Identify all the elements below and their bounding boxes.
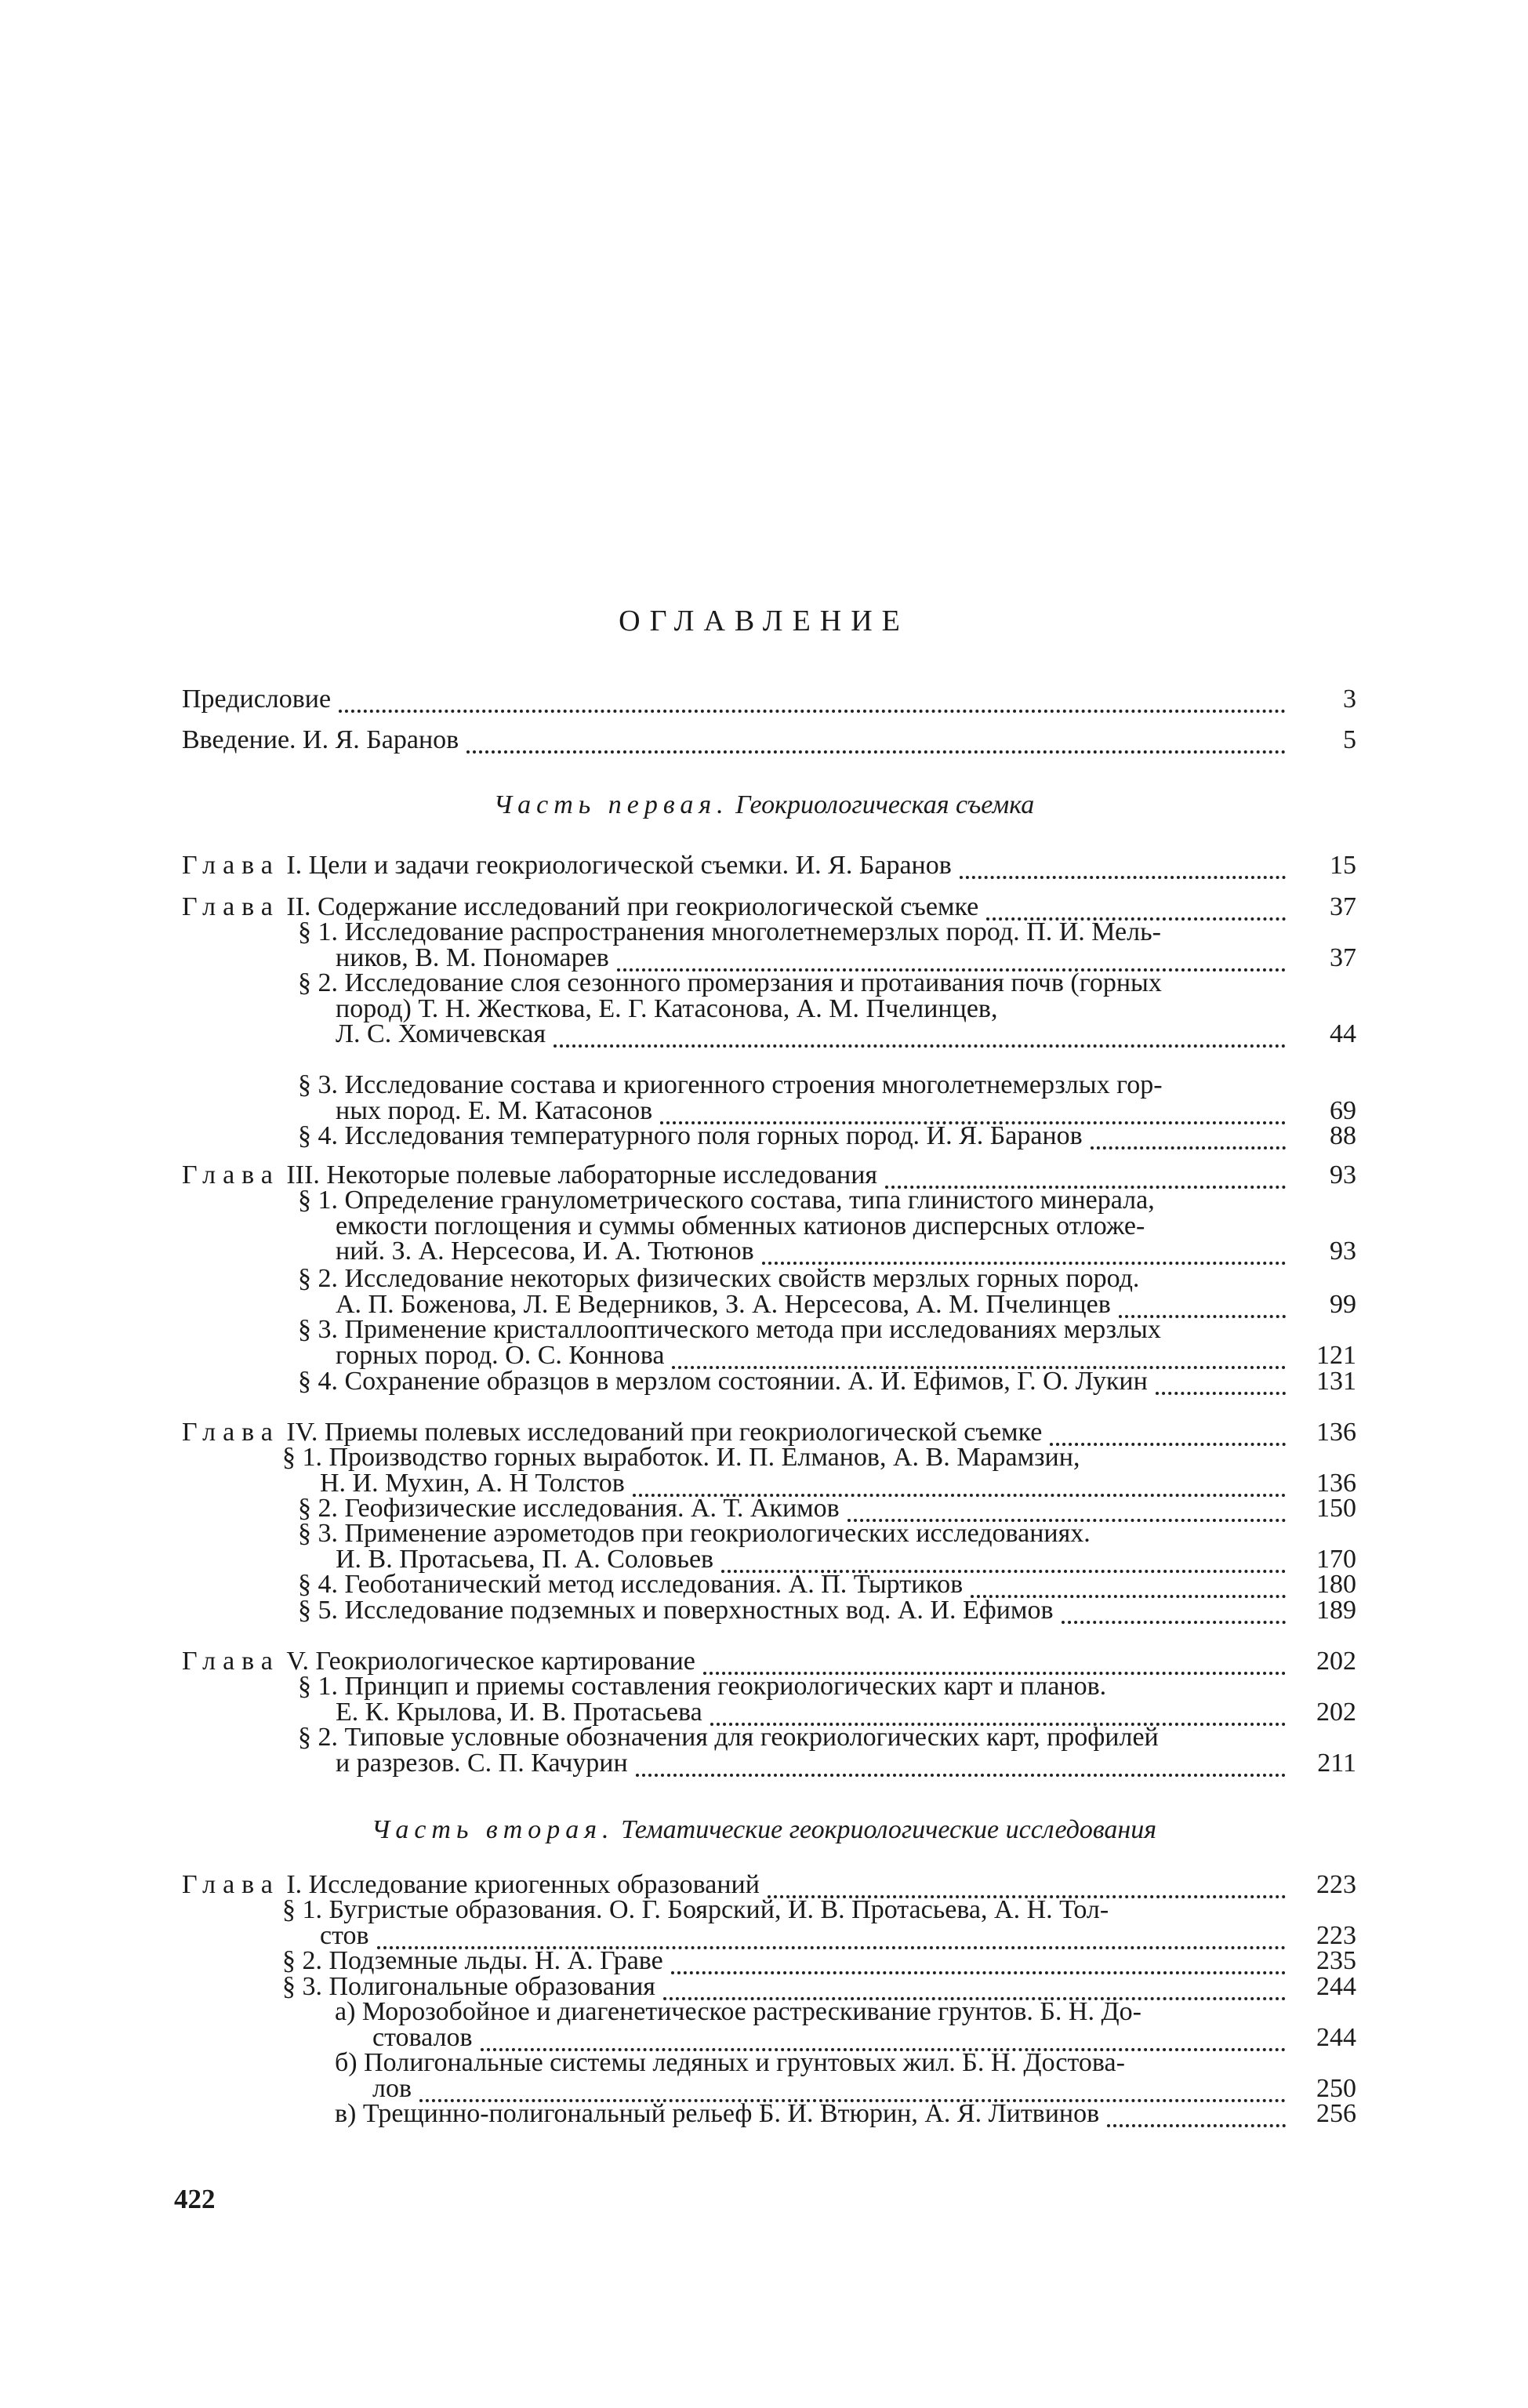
toc-page-number: 136 [1316,1468,1356,1498]
toc-entry [0,725,1528,765]
toc-line-text: III. Некоторые полевые лабораторные исследования [286,1160,878,1189]
toc-line-text: стовалов [372,2022,473,2052]
toc-line-text: емкости поглощения и суммы обменных катионов дисперсных отложе- [336,1211,1145,1240]
toc-line-text: V. Геокриологическое картирование [286,1647,695,1676]
toc-line-text: § 1. Бугристые образования. О. Г. Боярский, И. В. Протасьева, А. Н. Тол- [282,1895,1109,1924]
toc-line-text: § 4. Исследования температурного поля горных пород. И. Я. Баранов [298,1121,1083,1150]
toc-entry-text [298,1596,1054,1625]
toc-line-text: § 5. Исследование подземных и поверхностных вод. А. И. Ефимов [298,1596,1054,1625]
toc-entry [0,1019,1528,1059]
part-one-title: Геокриологическая съемка [735,790,1035,819]
toc-line-text: горных пород. О. С. Коннова [336,1340,665,1370]
toc-entry-text [336,1749,628,1778]
toc-page-number: 250 [1316,2073,1356,2103]
toc-line-text: IV. Приемы полевых исследований при геокриологической съемке [286,1418,1043,1447]
toc-entry-text [336,1019,546,1049]
toc-page-number: 223 [1316,1870,1356,1899]
toc-entry [0,1749,1528,1788]
toc-line-text: А. П. Боженова, Л. Е Ведерников, З. А. Нерсесова, А. М. Пчелинцев [336,1289,1111,1319]
toc-line-text: пород) Т. Н. Жесткова, Е. Г. Катасонова, А. М. Пчелинцев, [336,993,998,1023]
toc-page-number: 93 [1330,1237,1356,1266]
dot-leader [1156,1392,1286,1395]
toc-line-text: § 2. Типовые условные обозначения для геокриологических карт, профилей [298,1723,1159,1752]
toc-line-text: ников, В. М. Пономарев [336,942,609,972]
toc-entry [0,1596,1528,1635]
toc-line-text: ных пород. Е. М. Катасонов [336,1095,653,1125]
toc-line-text: § 2. Подземные льды. Н. А. Граве [282,1946,663,1975]
toc-page-number: 202 [1316,1647,1356,1676]
toc-line-text: I. Исследование криогенных образований [286,1870,760,1899]
toc-line-text: § 1. Определение гранулометрического состава, типа глинистого минерала, [298,1186,1155,1215]
toc-page-number: 3 [1343,685,1356,714]
toc-line-text: § 3. Исследование состава и криогенного строения многолетнемерзлых гор- [298,1070,1163,1099]
toc-page-number: 244 [1316,2022,1356,2052]
chapter-prefix: Глава [182,1870,280,1899]
toc-line-text: а) Морозобойное и диагенетическое растрескивание грунтов. Б. Н. До- [335,1997,1141,2026]
part-two-label: Часть вторая. [371,1815,615,1844]
chapter-prefix: Глава [182,1647,280,1676]
dot-leader [553,1044,1286,1048]
toc-page-number: 131 [1316,1367,1356,1396]
toc-entry-text [298,1367,1148,1396]
dot-leader [1062,1621,1286,1624]
toc-entry-text [336,1341,664,1371]
toc-line-text: в) Трещинно-полигональный рельеф Б. И. Втюрин, А. Я. Литвинов [335,2099,1100,2128]
toc-line-text: § 4. Геоботанический метод исследования. А. П. Тыртиков [298,1570,964,1599]
toc-page-number: 44 [1330,1019,1356,1048]
toc-page-number: 69 [1330,1095,1356,1125]
part-two-heading [0,1815,1528,1845]
toc-line-text: § 1. Принцип и приемы составления геокриологических карт и планов. [298,1672,1107,1701]
toc-line-text: Введение. И. Я. Баранов [182,725,459,754]
toc-page-number: 5 [1343,725,1356,754]
toc-entry [0,1367,1528,1406]
toc-page-number: 244 [1316,1972,1356,2001]
chapter-prefix: Глава [182,1160,280,1189]
part-one-heading [0,790,1528,820]
toc-page-number: 235 [1316,1946,1356,1975]
toc-line-text: Е. К. Крылова, И. В. Протасьева [336,1697,702,1727]
toc-page-number: 256 [1316,2099,1356,2128]
toc-page-number: 211 [1317,1748,1356,1778]
toc-line-text: § 3. Полигональные образования [282,1972,655,2001]
toc-line-text: Л. С. Хомичевская [336,1019,546,1048]
dot-leader [1091,1146,1286,1150]
toc-entry-text [336,1237,754,1266]
dot-leader [466,750,1286,754]
toc-page-number: 88 [1330,1121,1356,1150]
toc-page-number: 15 [1330,851,1356,880]
toc-entry [0,1121,1528,1160]
toc-page-number: 202 [1316,1697,1356,1727]
toc-line-text: § 4. Сохранение образцов в мерзлом состоянии. А. И. Ефимов, Г. О. Лукин [298,1367,1148,1396]
toc-entry [0,685,1528,724]
toc-line-text: и разрезов. С. П. Качурин [336,1748,628,1778]
dot-leader [636,1774,1286,1777]
toc-page-number: 37 [1330,942,1356,972]
toc-entry-text [182,851,952,881]
toc-line-text: лов [372,2073,412,2103]
toc-line-text: § 3. Применение аэрометодов при геокриологических исследованиях. [298,1519,1091,1548]
toc-title: ОГЛАВЛЕНИЕ [619,605,909,637]
toc-page-number: 37 [1330,892,1356,921]
toc-line-text: § 3. Применение кристаллооптического метода при исследованиях мерзлых [298,1315,1161,1344]
chapter-prefix: Глава [182,892,280,921]
toc-page-number: 170 [1316,1544,1356,1574]
toc-page-number: 189 [1316,1596,1356,1625]
toc-page-number: 136 [1316,1418,1356,1447]
toc-line-text: Предисловие [182,685,332,714]
part-two-title: Тематические геокриологические исследования [621,1815,1157,1844]
toc-entry-text [335,2099,1099,2129]
toc-page-number: 150 [1316,1494,1356,1523]
toc-page-number: 93 [1330,1160,1356,1189]
toc-entry-text [182,725,459,755]
toc-page-number: 121 [1316,1340,1356,1370]
toc-line-text: б) Полигональные системы ледяных и грунтовых жил. Б. Н. Достова- [335,2048,1125,2077]
toc-page-number: 223 [1316,1920,1356,1950]
toc-line-text: § 1. Производство горных выработок. И. П. Елманов, А. В. Марамзин, [282,1443,1080,1472]
toc-line-text: § 2. Исследование слоя сезонного промерзания и протаивания почв (горных [298,968,1162,997]
toc-entry [0,2099,1528,2138]
dot-leader [1107,2124,1286,2127]
chapter-prefix: Глава [182,1418,280,1447]
toc-line-text: § 1. Исследование распространения многолетнемерзлых пород. П. И. Мель- [298,917,1161,946]
toc-entry-text [182,685,331,714]
part-one-label: Часть первая. [493,790,729,819]
toc-entry [0,851,1528,890]
toc-entry-text [298,1121,1083,1151]
toc-line-text: I. Цели и задачи геокриологической съемки. И. Я. Баранов [286,851,952,880]
toc-page-number: 99 [1330,1289,1356,1319]
toc-line-text: стов [320,1920,369,1950]
toc-line-text: § 2. Геофизические исследования. А. Т. Акимов [298,1494,840,1523]
toc-line-text: Н. И. Мухин, А. Н Толстов [320,1468,625,1498]
toc-line-text: II. Содержание исследований при геокриологической съемке [286,892,979,921]
toc-line-text: ний. З. А. Нерсесова, И. А. Тютюнов [336,1237,754,1266]
dot-leader [960,876,1286,879]
chapter-prefix: Глава [182,851,280,880]
toc-line-text: § 2. Исследование некоторых физических свойств мерзлых горных пород. [298,1264,1140,1293]
dot-leader [339,710,1286,713]
toc-line-text: И. В. Протасьева, П. А. Соловьев [336,1544,714,1574]
toc-page-number: 180 [1316,1570,1356,1599]
page-number: 422 [174,2184,216,2214]
